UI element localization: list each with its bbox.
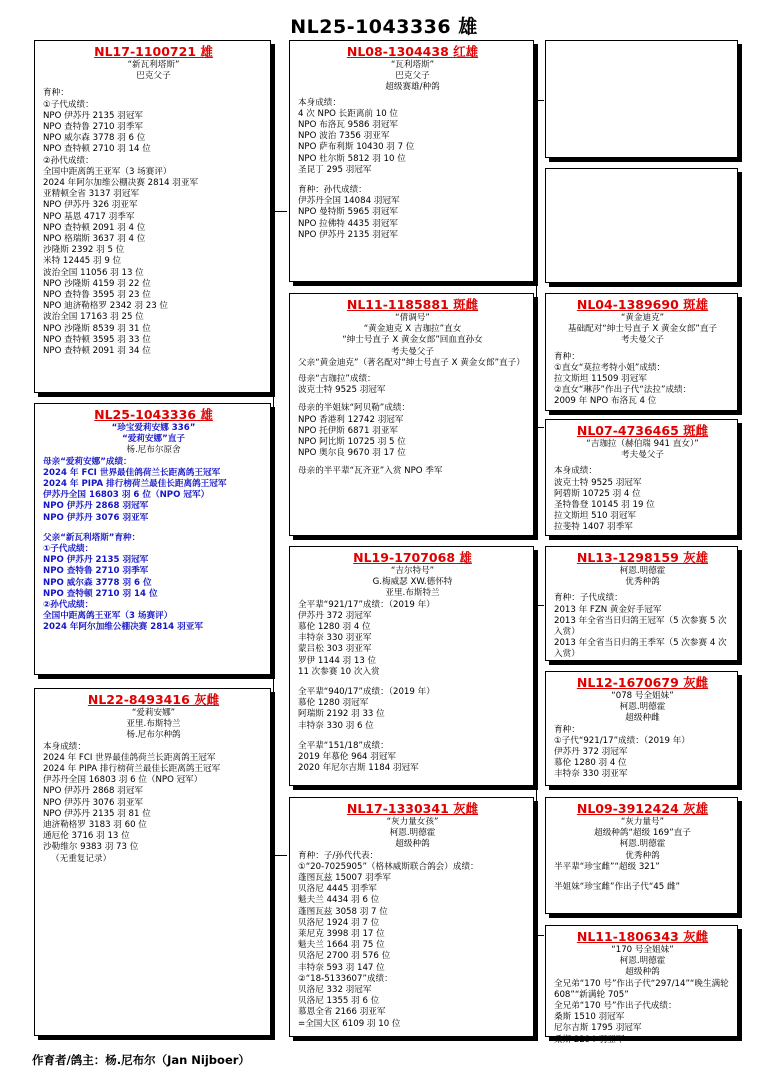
record-line: NPO 伊苏丹 2868 羽冠军: [43, 786, 144, 797]
connector-line: [273, 855, 287, 856]
record-line: 伊苏丹 372 羽冠军: [298, 610, 372, 621]
record-line: 沙勒维尔 9383 羽 73 位: [43, 842, 139, 853]
record-line: （无重复记录）: [51, 853, 112, 864]
record-line: 母亲“爱莉安娜”成绩：: [43, 456, 132, 467]
record-line: NPO 威尔森 3778 羽 6 位: [43, 133, 146, 144]
page-title: NL25-1043336 雄: [290, 16, 478, 38]
record-line: 半平辈“珍宝雌”“超级 321”: [554, 861, 660, 872]
connector-line: [536, 935, 544, 936]
dam-sire-box: [289, 546, 534, 786]
record-line: 全兄弟“170 号”作出子代成绩：: [554, 1001, 677, 1012]
record-line: 拉文斯坦 11509 羽冠军: [554, 374, 647, 385]
ring-number: NL12-1670679 灰雌: [576, 675, 709, 690]
breeder: 杨.尼布尔原舍: [126, 445, 181, 456]
breeder: 巴克父子: [136, 71, 171, 82]
record-line: =全国大区 6109 羽 10 位: [298, 1018, 401, 1029]
record-line: NPO 沙隆斯 4159 羽 22 位: [43, 278, 151, 289]
pigeon-name: “倩调号”: [395, 313, 430, 323]
pigeon-lineage: G.梅威瑟 XW.德怀特: [372, 577, 453, 588]
record-line: 育种：子/孙代代表：: [298, 850, 379, 861]
connector-line: [536, 427, 544, 428]
record-line: 父亲“黄金迪克”（著名配对“绅士号直子 X 黄金女郎”直子）: [298, 357, 525, 368]
record-line: 贝洛尼 4445 羽季军: [298, 884, 377, 895]
sire-dam-box: [289, 293, 534, 536]
record-line: ①子代成绩：: [43, 544, 94, 555]
record-line: 阿碧斯 10725 羽 4 位: [554, 488, 641, 499]
record-line: 2009 年 NPO 布洛瓦 4 位: [554, 396, 657, 407]
record-line: 育种：: [43, 88, 69, 99]
record-line: 波治全国 17163 羽 25 位: [43, 312, 144, 323]
record-line: NPO 威尔森 3778 羽 6 位: [43, 577, 152, 588]
record-line: NPO 曼特斯 5965 羽冠军: [298, 207, 399, 218]
record-line: 阿瑞斯 2192 羽 33 位: [298, 709, 385, 720]
record-line: 2024 年阿尔加维公棚决赛 2814 羽亚军: [43, 622, 203, 633]
pigeon-lineage: “爱莉安娜”直子: [122, 434, 185, 445]
record-line: ①子代成绩：: [43, 99, 94, 110]
record-line: 贝洛尼 332 羽冠军: [298, 985, 372, 996]
record-line: 慕伦 1280 羽 4 位: [554, 758, 627, 769]
dam-dam-sire-box: [545, 797, 738, 914]
record-line: 蒙吕松 303 羽亚军: [298, 644, 372, 655]
dam-dam-dam-box: [545, 925, 738, 1045]
pigeon-name: “黄金迪克”: [620, 313, 665, 323]
pigeon-name: “爱莉安娜”: [131, 708, 176, 718]
pigeon-lineage: “绅士号直子 X 黄金女郎”回血直孙女: [342, 335, 483, 346]
record-line: NPO 迪济勒格罗 2342 羽 23 位: [43, 301, 168, 312]
record-line: NPO 托伊斯 6871 羽亚军: [298, 425, 399, 436]
breeder: 亚里.布斯特兰: [126, 719, 181, 730]
sire-box: [34, 40, 271, 393]
record-line: 尼尔吉斯 1795 羽冠军: [554, 1023, 642, 1034]
record-line: 全平辈“151/18”成绩：: [298, 740, 389, 751]
record-line: 2013 年全省当日归鸽王季军（5 次参赛 4 次入赏）: [554, 638, 727, 660]
record-line: NPO 查特鲁 2710 羽季军: [43, 566, 149, 577]
ring-number: NL09-3912424 灰雄: [576, 801, 709, 816]
record-line: 桑斯 1510 羽冠军: [554, 1012, 625, 1023]
ring-number: NL11-1185881 斑雌: [346, 297, 479, 312]
connector-line: [273, 211, 274, 855]
pigeon-title: 优秀种鸽: [625, 577, 660, 588]
record-line: 迪济勒格罗 3183 羽 60 位: [43, 820, 147, 831]
pigeon-name: “吉珈拉（赫伯瑞 941 直女）”: [586, 439, 699, 449]
pigeon-name: “灰力量女孩”: [386, 817, 439, 827]
ring-number: NL08-1304438 红雄: [346, 44, 479, 59]
record-line: 拉文斯坦 510 羽冠军: [554, 511, 637, 522]
pigeon-title: 优秀种鸽: [625, 850, 660, 861]
connector-line: [536, 605, 537, 935]
breeder: 亚里.布斯特兰: [385, 588, 440, 599]
record-line: ②直女“琳莎”作出子代“法拉”成绩：: [554, 385, 692, 396]
spacer: [554, 873, 731, 882]
breeder-footer: 作育者/鸽主：杨.尼布尔（Jan Nijboer）: [32, 1053, 250, 1067]
ring-number: NL13-1298159 灰雄: [576, 550, 709, 565]
pigeon-name: “瓦利塔斯”: [390, 60, 435, 70]
sire-sire-box: [289, 40, 534, 282]
record-line: 全平辈“921/17”成绩：（2019 年）: [298, 599, 435, 610]
record-line: NPO 阿比斯 10725 羽 5 位: [298, 437, 406, 448]
record-line: ②“18-5133607”成绩：: [298, 973, 393, 984]
spacer: [298, 176, 527, 185]
record-line: 通厄伦 3716 羽 13 位: [43, 831, 130, 842]
record-line: 丰特奈 593 羽 147 位: [298, 962, 385, 973]
record-line: 沙隆斯 2392 羽 5 位: [43, 245, 125, 256]
record-line: 母亲的半平辈“瓦齐亚”入赏 NPO 季军: [298, 466, 443, 477]
record-line: NPO 查特鲁 2710 羽季军: [43, 122, 144, 133]
record-line: 慕恩全省 2166 羽亚军: [298, 1007, 386, 1018]
record-line: 育种：子代成绩：: [554, 593, 623, 604]
record-line: NPO 伊苏丹 2135 羽冠军: [43, 110, 144, 121]
breeder: 考夫曼父子: [621, 450, 664, 461]
subject-box: [34, 403, 271, 675]
record-line: NPO 拉佛特 4435 羽冠军: [298, 218, 399, 229]
record-line: 2019 年慕伦 964 羽冠军: [298, 752, 397, 763]
ring-number: NL04-1389690 斑雄: [576, 297, 709, 312]
record-line: 育种：孙代成绩：: [298, 185, 367, 196]
ring-number: NL25-1043336 雄: [94, 407, 213, 422]
connector-line: [536, 100, 537, 427]
record-line: 米特 12445 羽 9 位: [43, 256, 122, 267]
record-line: NPO 查特顿 2710 羽 14 位: [43, 144, 151, 155]
record-line: 圣昆丁 295 羽冠军: [298, 164, 372, 175]
record-line: 伊苏丹全国 16803 羽 6 位（NPO 冠军）: [43, 775, 203, 786]
pigeon-name: “珍宝爱莉安娜 336”: [111, 423, 196, 433]
pigeon-name: “170 号全姐妹”: [611, 945, 674, 955]
record-line: NPO 波治 7356 羽亚军: [298, 131, 390, 142]
record-line: 魁夫兰 4434 羽 6 位: [298, 895, 380, 906]
spacer: [298, 678, 527, 687]
record-line: NPO 布洛瓦 9586 羽冠军: [298, 120, 399, 131]
record-line: 波克士特 9525 羽冠军: [554, 477, 642, 488]
record-line: 慕伦 1280 羽冠军: [298, 698, 369, 709]
record-line: 父亲“新瓦利塔斯”育种：: [43, 532, 141, 543]
record-line: NPO 查特顿 2091 羽 34 位: [43, 346, 151, 357]
record-line: 全国中距离鸽王亚军（3 场赛评）: [43, 166, 172, 177]
ring-number: NL11-1806343 灰雌: [576, 929, 709, 944]
record-line: 罗伊 1144 羽 13 位: [298, 655, 377, 666]
breeder: 柯恩.明德霍: [389, 828, 436, 839]
record-line: 本身成绩：: [43, 741, 86, 752]
record-line: NPO 伊苏丹 2135 羽冠军: [298, 229, 399, 240]
record-line: NPO 查特顿 2710 羽 14 位: [43, 588, 158, 599]
record-line: 4 次 NPO 长距离前 10 位: [298, 108, 398, 119]
breeder: 柯恩.明德霍: [619, 956, 666, 967]
record-line: 育种：: [554, 724, 580, 735]
dam-sire-dam-box: [545, 671, 738, 786]
connector-line: [273, 211, 287, 212]
record-line: 贝洛尼 1924 羽 7 位: [298, 917, 380, 928]
record-line: 莱尼克 3998 羽 17 位: [298, 929, 385, 940]
pigeon-title: 超级种鸽: [625, 967, 660, 978]
record-line: 2013 年全省当日归鸽王冠军（5 次参赛 5 次入赏）: [554, 615, 727, 638]
record-line: 波克士特 9525 羽冠军: [298, 385, 386, 396]
ring-number: NL22-8493416 灰雌: [87, 692, 220, 707]
record-line: NPO 格瑞斯 3637 羽 4 位: [43, 234, 146, 245]
pigeon-lineage: “黄金迪克 X 吉珈拉”直女: [363, 324, 462, 335]
record-line: ②孙代成绩：: [43, 155, 94, 166]
pigeon-name: “吉尔特号”: [390, 566, 435, 576]
breeder: 考夫曼父子: [621, 335, 664, 346]
record-line: 伊苏丹全国 16803 羽 6 位（NPO 冠军）: [43, 490, 210, 501]
record-line: 魁夫兰 1664 羽 75 位: [298, 940, 385, 951]
pigeon-title: 超级种雌: [625, 713, 660, 724]
record-line: NPO 伊苏丹 326 羽亚军: [43, 200, 138, 211]
sire-dam-sire-box: [545, 293, 738, 411]
record-line: 波治全国 11056 羽 13 位: [43, 267, 144, 278]
pigeon-title: 超级种鸽: [395, 839, 430, 850]
record-line: ①“20-7025905”（格林威斯联合鸽会）成绩：: [298, 861, 479, 872]
record-line: 亚精顿全省 3137 羽冠军: [43, 189, 140, 200]
record-line: 2024 年 PIPA 排行榜荷兰最佳长距离鸽王冠军: [43, 764, 221, 775]
connector-line: [536, 100, 544, 101]
record-line: 丰特奈 330 羽亚军: [298, 633, 372, 644]
record-line: NPO 基恩 4717 羽季军: [43, 211, 135, 222]
record-line: NPO 伊苏丹 2135 羽冠军: [43, 555, 149, 566]
record-line: 母亲的半姐妹“阿贝勒”成绩：: [298, 403, 411, 414]
record-line: NPO 伊苏丹 3076 羽亚军: [43, 512, 149, 523]
breeder: 柯恩.明德霍: [619, 839, 666, 850]
record-line: NPO 萨布利斯 10430 羽 7 位: [298, 142, 415, 153]
pigeon-lineage: 基础配对“绅士号直子 X 黄金女郎”直子: [567, 324, 718, 335]
record-line: 育种：: [554, 351, 580, 362]
spacer: [298, 732, 527, 741]
record-line: 本身成绩：: [298, 97, 341, 108]
breeder: 巴克父子: [395, 71, 430, 82]
ring-number: NL07-4736465 斑雌: [576, 423, 709, 438]
breeder: 考夫曼父子: [391, 346, 434, 357]
record-line: 2024 年阿尔加维公棚决赛 2814 羽亚军: [43, 178, 199, 189]
record-line: NPO 查特顿 3595 羽 33 位: [43, 334, 151, 345]
record-line: 贝洛尼 2700 羽 576 位: [298, 951, 391, 962]
record-line: NPO 伊苏丹 2135 羽 81 位: [43, 808, 151, 819]
record-line: 蓬图瓦兹 15007 羽季军: [298, 873, 391, 884]
record-line: 2013 年 FZN 黄金好手冠军: [554, 604, 662, 615]
pigeon-name: “灰力量号”: [620, 817, 665, 827]
record-line: ①直女“莫拉考特小姐”成绩：: [554, 362, 666, 373]
connector-line: [536, 605, 544, 606]
sire-sire-dam-box: [545, 168, 738, 283]
record-line: 伊苏丹 372 羽冠军: [554, 747, 628, 758]
pigeon-name: “078 号全姐妹”: [611, 691, 674, 701]
record-line: 圣特鲁登 10145 羽 19 位: [554, 500, 655, 511]
record-line: NPO 杜尔斯 5812 羽 10 位: [298, 153, 406, 164]
record-line: 全国中距离鸽王亚军（3 场赛评）: [43, 611, 173, 622]
record-line: 11 次参赛 10 次入赏: [298, 666, 380, 677]
record-line: NPO 奥尔良 9670 羽 17 位: [298, 448, 406, 459]
record-line: 半姐妹“珍宝雌”作出子代“45 雌”: [554, 882, 681, 893]
dam-box: [34, 688, 271, 1036]
record-line: ①子代“921/17”成绩：（2019 年）: [554, 735, 690, 746]
spacer: [43, 524, 264, 533]
dam-sire-sire-box: [545, 546, 738, 661]
record-line: NPO 查特鲁 3595 羽 23 位: [43, 290, 151, 301]
ring-number: NL17-1330341 灰雌: [346, 801, 479, 816]
record-line: 全兄弟“170 号”作出子代“297/14”“晚生满轮 608”“新满轮 705”: [554, 978, 729, 1000]
breeder: 柯恩.明德霍: [619, 566, 666, 576]
dam-dam-box: [289, 797, 534, 1037]
record-line: NPO 伊苏丹 2868 羽冠军: [43, 501, 149, 512]
record-line: 桑斯 2294 羽亚军: [554, 1034, 625, 1045]
record-line: 2024 年 FCI 世界最佳鸽荷兰长距离鸽王冠军: [43, 752, 216, 763]
record-line: NPO 伊苏丹 3076 羽亚军: [43, 797, 144, 808]
record-line: 丰特奈 330 羽亚军: [554, 769, 628, 780]
ring-number: NL17-1100721 雄: [94, 44, 213, 59]
record-line: 2020 年尼尔吉斯 1184 羽冠军: [298, 763, 419, 774]
record-line: 母亲“吉珈拉”成绩：: [298, 374, 376, 385]
owner: 杨.尼布尔种鸽: [126, 730, 181, 741]
record-line: NPO 查特顿 2091 羽 4 位: [43, 222, 146, 233]
sire-sire-sire-box: [545, 40, 738, 158]
record-line: 丰特奈 330 羽 6 位: [298, 720, 374, 731]
record-line: 2024 年 FCI 世界最佳鸽荷兰长距离鸽王冠军: [43, 467, 221, 478]
record-line: 2024 年 PIPA 排行榜荷兰最佳长距离鸽王冠军: [43, 479, 227, 490]
record-line: 拉斐特 1407 羽季军: [554, 522, 633, 533]
pigeon-title: 超级赛雄/种鸽: [385, 82, 440, 93]
ring-number: NL19-1707068 雄: [353, 550, 472, 565]
pigeon-lineage: 超级种鸽“超级 169”直子: [594, 828, 691, 839]
record-line: 全平辈“940/17”成绩：（2019 年）: [298, 687, 435, 698]
record-line: 本身成绩：: [554, 466, 597, 477]
breeder: 柯恩.明德霍: [619, 702, 666, 713]
record-line: 伊苏丹全国 14084 羽冠军: [298, 196, 400, 207]
record-line: 蓬图瓦兹 3058 羽 7 位: [298, 906, 388, 917]
pigeon-name: “新瓦利塔斯”: [127, 60, 180, 70]
record-line: 慕伦 1280 羽 4 位: [298, 622, 371, 633]
record-line: ②孙代成绩：: [43, 600, 94, 611]
record-line: NPO 沙隆斯 8539 羽 31 位: [43, 323, 151, 334]
sire-dam-dam-box: [545, 419, 738, 536]
record-line: 贝洛尼 1355 羽 6 位: [298, 996, 380, 1007]
record-line: NPO 香港利 12742 羽冠军: [298, 414, 404, 425]
